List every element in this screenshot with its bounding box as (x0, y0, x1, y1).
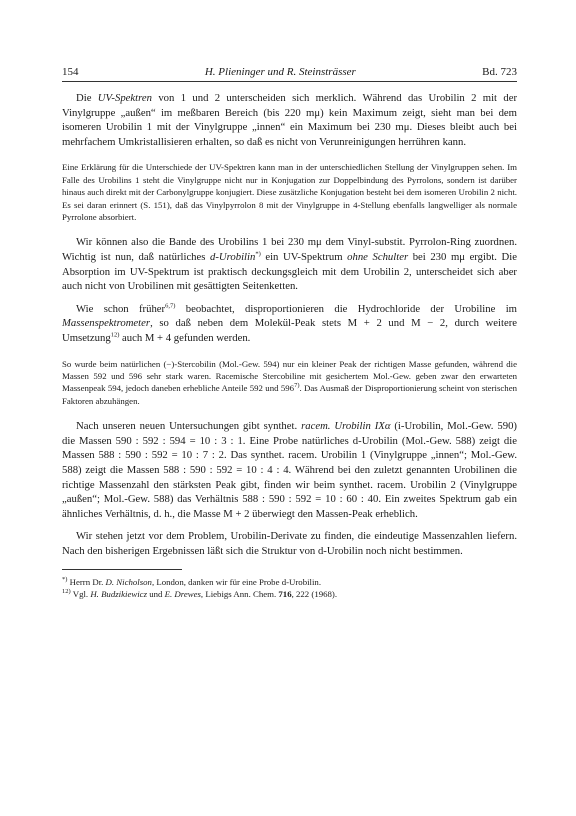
text-run: und (147, 588, 165, 599)
citation-ref: 12) (110, 331, 120, 339)
text-run: Vgl. (70, 588, 91, 599)
text-run: bei 230 mμ ergibt. Die Absorption im UV-Spektrum ist praktisch deckungsgleich mit dem Urobilin 2, unterscheidet sich aber auch nicht von Urobilinen mit gesättigten Seitenketten. (62, 251, 517, 293)
footnote-divider (62, 569, 182, 570)
text-run: beobachtet, disproportionieren die Hydrochloride der Urobiline im (175, 302, 517, 315)
text-run: Wir können also die Bande des Urobilins 1 bei 230 mμ dem Vinyl-substit. Pyrrolon-Ring zuordnen. Wichtig ist nun, daß natürliches (62, 236, 517, 263)
text-run: von 1 und 2 unterscheiden sich merklich. Während das Urobilin 2 mit der Vinylgruppe „außen“ im meßbaren Bereich (bis 220 mμ) kein Maximum zeigt, sieht man bei dem isomeren Urobilin 1 mit der Vinylgruppe „innen“ ein Maximum bei 230 mμ. Dieses bleibt auch bei mehrfachem Umkristallisieren erhalten, so daß es nicht von Verunreinigungen herrühren kann. (62, 92, 518, 148)
italic-term: UV-Spektren (97, 92, 152, 104)
text-run: Herrn Dr. (67, 576, 106, 587)
text-run: Wie schon früher (76, 302, 166, 315)
italic-term: d-Urobilin (210, 251, 256, 263)
italic-term: ohne Schulter (347, 251, 409, 263)
paragraph-new-investigations (62, 419, 517, 521)
text-run: , 222 (1968). (291, 588, 338, 599)
italic-name: E. Drewes (164, 588, 201, 599)
footnote-acknowledgement (62, 576, 517, 588)
volume-number: 716 (278, 588, 292, 599)
text-run: Nach unseren neuen Untersuchungen gibt synthet. (76, 420, 302, 433)
italic-term: racem. Urobilin IXα (301, 420, 391, 433)
italic-term: Massenspektrometer (62, 317, 151, 330)
citation-ref: 6,7) (165, 302, 176, 310)
paragraph-conclusion: Wir stehen jetzt vor dem Problem, Urobilin-Derivate zu finden, die eindeutige Massenzahlen liefern. Nach den bisherigen Ergebnissen läßt sich die Struktur von d-Urobilin noch nicht bestimmen. (62, 530, 517, 557)
running-header (62, 66, 517, 82)
footnote-mark: 12) (62, 587, 71, 595)
footnote-mark: *) (62, 575, 68, 583)
text-run: (i-Urobilin, Mol.-Gew. 590) die Massen 590 : 592 : 594 = 10 : 3 : 1. Eine Probe natürliches d-Urobilin (Mol.-Gew. 588) zeigt die Massen 588 : 590 : 592 = 10 : 7 : 2. Das synthet. racem. Urobilin 1 (Vinylgruppe „innen“; Mol.-Gew. 588) zeigt die Massen 588 : 590 : 592 = 10 : 4 : 4. Während bei den zuletzt genannten Urobilinen die richtige Massenzahl den stärksten Peak gibt, finden wir beim synthet. racem. Urobilin 2 (Vinylgruppe „außen“; Mol.-Gew. 588) das Verhältnis 588 : 590 : 592 = 10 : 60 : 40. Ein zweites Spektrum gab ein ähnliches Verhältnis, d. h., die Masse M + 2 überwiegt den Massen-Peak erheblich. (62, 420, 517, 520)
page-number: 154 (62, 66, 79, 78)
paragraph-band-assignment (62, 235, 517, 293)
journal-page (62, 66, 517, 600)
text-run: So wurde beim natürlichen (−)-Stercobilin (Mol.-Gew. 594) nur ein kleiner Peak der richtigen Masse gefunden, während die Massen 592 und 596 sehr stark waren. Racemische Stercobiline mit gesichertem Mol.-Gew. geben zwar den erwarteten Massenpeak 594, jedoch daneben erhebliche Anteile 592 und 596 (62, 358, 517, 394)
text-run: ein UV-Spektrum (260, 251, 348, 263)
text-run: . Das Ausmaß der Disproportionierung scheint von sterischen Faktoren abzuhängen. (62, 383, 517, 406)
italic-name: D. Nicholson (105, 576, 152, 587)
paragraph-mass-spectrometer (62, 302, 517, 346)
footnote-ref: *) (255, 250, 261, 258)
volume-label: Bd. 723 (482, 66, 517, 78)
text-run: Die (76, 92, 98, 104)
small-print-explanation: Eine Erklärung für die Unterschiede der UV-Spektren kann man in der unterschiedlichen Stellung der Vinylgruppen sehen. Im Falle des Urobilins 1 steht die Vinylgruppe nicht nur in Konjugation zur Doppelbindung des Pyrrolons, sondern ist darüber hinaus auch direkt mit der Carbonylgruppe konjugiert. Diese zusätzliche Konjugation besteht bei dem isomeren Urobilin 2 nicht. Es sei daran erinnert (S. 151), daß das Vinylpyrrolon 8 mit der Vinylgruppe in 4-Stellung ebenfalls langwelliger als normale Pyrrolone absorbiert. (62, 162, 517, 222)
text-run: , Liebigs Ann. Chem. (200, 588, 279, 599)
text-run: auch M + 4 gefunden werden. (119, 331, 251, 344)
paragraph-uv-spectra (62, 91, 517, 149)
citation-ref: 7) (294, 382, 300, 390)
running-head-authors: H. Plieninger und R. Steinsträsser (204, 66, 356, 78)
small-print-stercobilin (62, 358, 517, 408)
footnote-reference-12 (62, 588, 517, 600)
text-run: , so daß neben dem Molekül-Peak stets M + 2 und M − 2, durch weitere Umsetzung (62, 317, 517, 344)
text-run: , London, danken wir für eine Probe d-Urobilin. (151, 576, 322, 587)
italic-name: H. Budzikiewicz (90, 588, 147, 599)
